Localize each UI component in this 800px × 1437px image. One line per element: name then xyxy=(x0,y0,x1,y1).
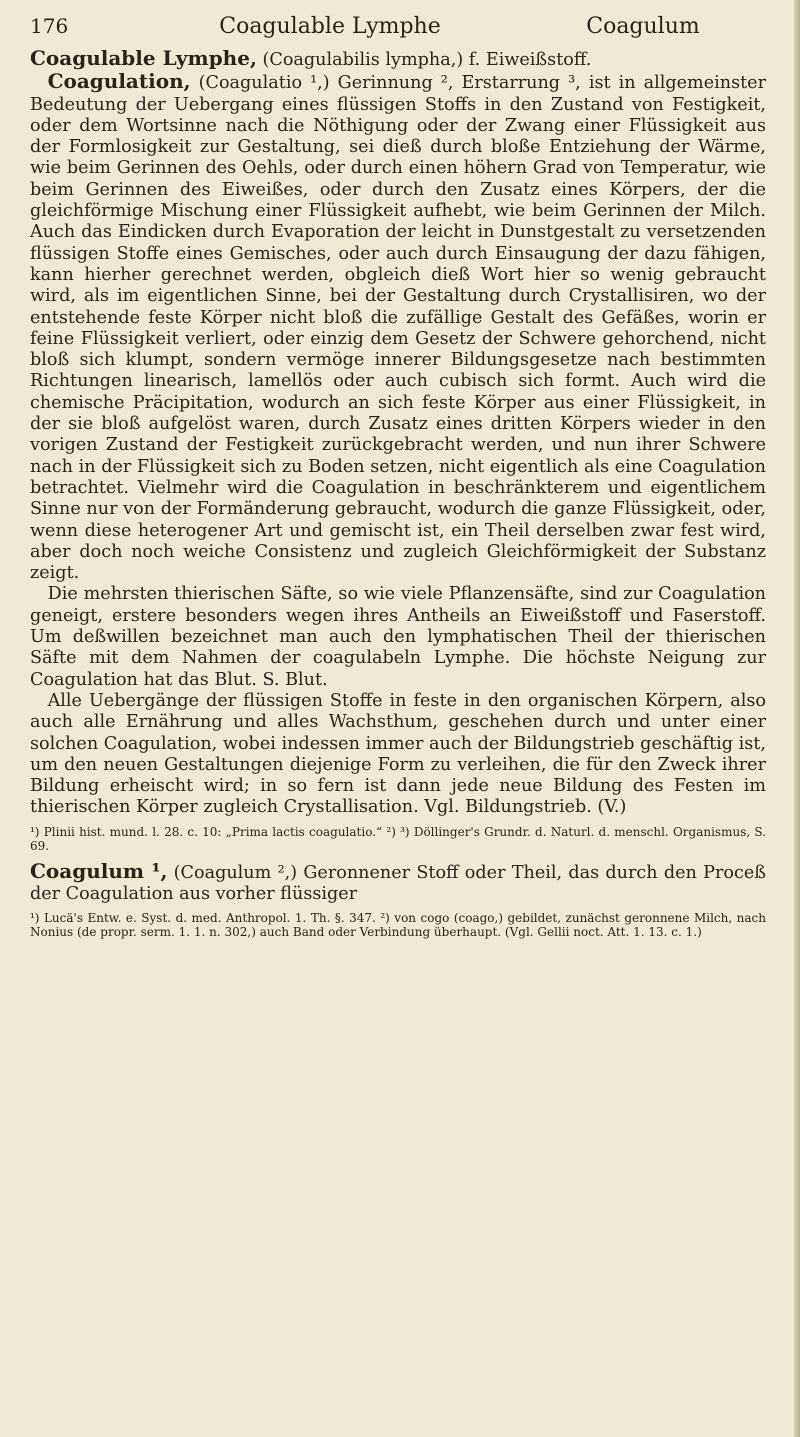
running-header xyxy=(30,14,766,48)
entry-text: (Coagulum ²,) Geronnener Stoff oder Theil, das durch den Proceß der Coagulation aus vorher flüssiger xyxy=(30,862,766,904)
footnote-text: ¹) Plinii hist. mund. l. 28. c. 10: „Prima lactis coagulatio.“ ²) ³) Döllinger's Grundr. d. Naturl. d. menschl. Organismus, S. 69. xyxy=(30,824,766,853)
paragraph xyxy=(30,691,766,819)
entry-coagulum xyxy=(30,858,766,906)
entry-coagulation xyxy=(30,71,766,584)
paragraph-text: Die mehrsten thierischen Säfte, so wie viele Pflanzensäfte, sind zur Coagulation geneigt, erstere besonders wegen ihres Antheils an Eiweißstoff und Faserstoff. Um deßwillen bezeichnet man auch den lymphatischen Theil der thierischen Säfte mit dem Nahmen der coagulabeln Lymphe. Die höchste Neigung zur Coagulation hat das Blut. S. Blut. xyxy=(30,584,766,690)
page-number: 176 xyxy=(30,14,69,38)
article-body-2 xyxy=(30,858,766,906)
article-body xyxy=(30,48,766,819)
running-head-left: Coagulable Lymphe xyxy=(219,14,441,39)
footnote-text: ¹) Lucä's Entw. e. Syst. d. med. Anthropol. 1. Th. §. 347. ²) von cogo (coago,) gebildet, zunächst geronnene Milch, nach Nonius (de propr. serm. 1. 1. n. 302,) auch Band oder Verbindung überhaupt. (Vgl. Gellii noct. Att. 1. 13. c. 1.) xyxy=(30,911,766,940)
paragraph-text: Alle Uebergänge der flüssigen Stoffe in feste in den organischen Körpern, also auch alle Ernährung und alles Wachsthum, geschehen durch und unter einer solchen Coagulation, wobei indessen immer auch der Bildungstrieb geschäftig ist, um den neuen Gestaltungen diejenige Form zu verleihen, die für den Zweck ihrer Bildung erheischt wird; in so fern ist dann jede neue Bildung des Festen im thierischen Körper zugleich Crystallisation. Vgl. Bildungstrieb. (V.) xyxy=(30,690,766,818)
footnotes-coagulation xyxy=(30,825,766,853)
entry-text: (Coagulabilis lympha,) f. Eiweißstoff. xyxy=(256,50,592,70)
entry-coagulable-lymphe xyxy=(30,48,766,71)
entry-headword: Coagulation, xyxy=(47,69,191,94)
entry-headword: Coagulum ¹, xyxy=(30,858,168,883)
entry-text: (Coagulatio ¹,) Gerinnung ², Erstarrung ³, ist in allgemeinster Bedeutung der Uebergang eines flüssigen Stoffs in den Zustand von Festigkeit, oder dem Wortsinne nach die Nöthigung oder der Zwang einer Flüssigkeit aus der Formlosigkeit zur Gestaltung, sei dieß durch bloße Entziehung der Wärme, wie beim Gerinnen des Oehls, oder durch einen höhern Grad von Temperatur, wie beim Gerinnen des Eiweißes, oder durch den Zusatz eines Körpers, der die gleichförmige Mischung einer Flüssigkeit aufhebt, wie beim Gerinnen der Milch. Auch das Eindicken durch Evaporation der leicht in Dunstgestalt zu versetzenden flüssigen Stoffe eines Gemisches, oder auch durch Einsaugung der dazu fähigen, kann hierher gerechnet werden, obgleich dieß Wort hier so wenig gebraucht wird, als im eigentlichen Sinne, bei der Gestaltung durch Crystallisiren, wo der entstehende feste Körper nicht bloß die zufällige Gestalt des Gefäßes, worin er feine Flüssigkeit verliert, oder einzig dem Gesetz der Schwere gehorchend, nicht bloß sich klumpt, sondern vermöge innerer Bildungsgesetze nach bestimmten Richtungen linearisch, lamellös oder auch cubisch sich formt. Auch wird die chemische Präcipitation, wodurch an sich feste Körper aus einer Flüssigkeit, in der sie bloß aufgelöst waren, durch Zusatz eines dritten Körpers wieder in den vorigen Zustand der Festigkeit zurückgebracht werden, und nun ihrer Schwere nach in der Flüssigkeit sich zu Boden setzen, nicht eigentlich als eine Coagulation betrachtet. Vielmehr wird die Coagulation in beschränkterem und eigentlichem Sinne nur von der Formänderung gebraucht, wodurch die ganze Flüssigkeit, oder, wenn diese heterogener Art und gemischt ist, ein Theil derselben zwar fest wird, aber doch noch weiche Consistenz und zugleich Gleichförmigkeit der Substanz zeigt. xyxy=(30,73,766,584)
entry-headword: Coagulable Lymphe, xyxy=(30,46,257,70)
paragraph xyxy=(30,584,766,690)
running-head-right: Coagulum xyxy=(586,14,700,39)
footnotes-coagulum xyxy=(30,911,766,939)
page-edge xyxy=(794,0,800,1437)
